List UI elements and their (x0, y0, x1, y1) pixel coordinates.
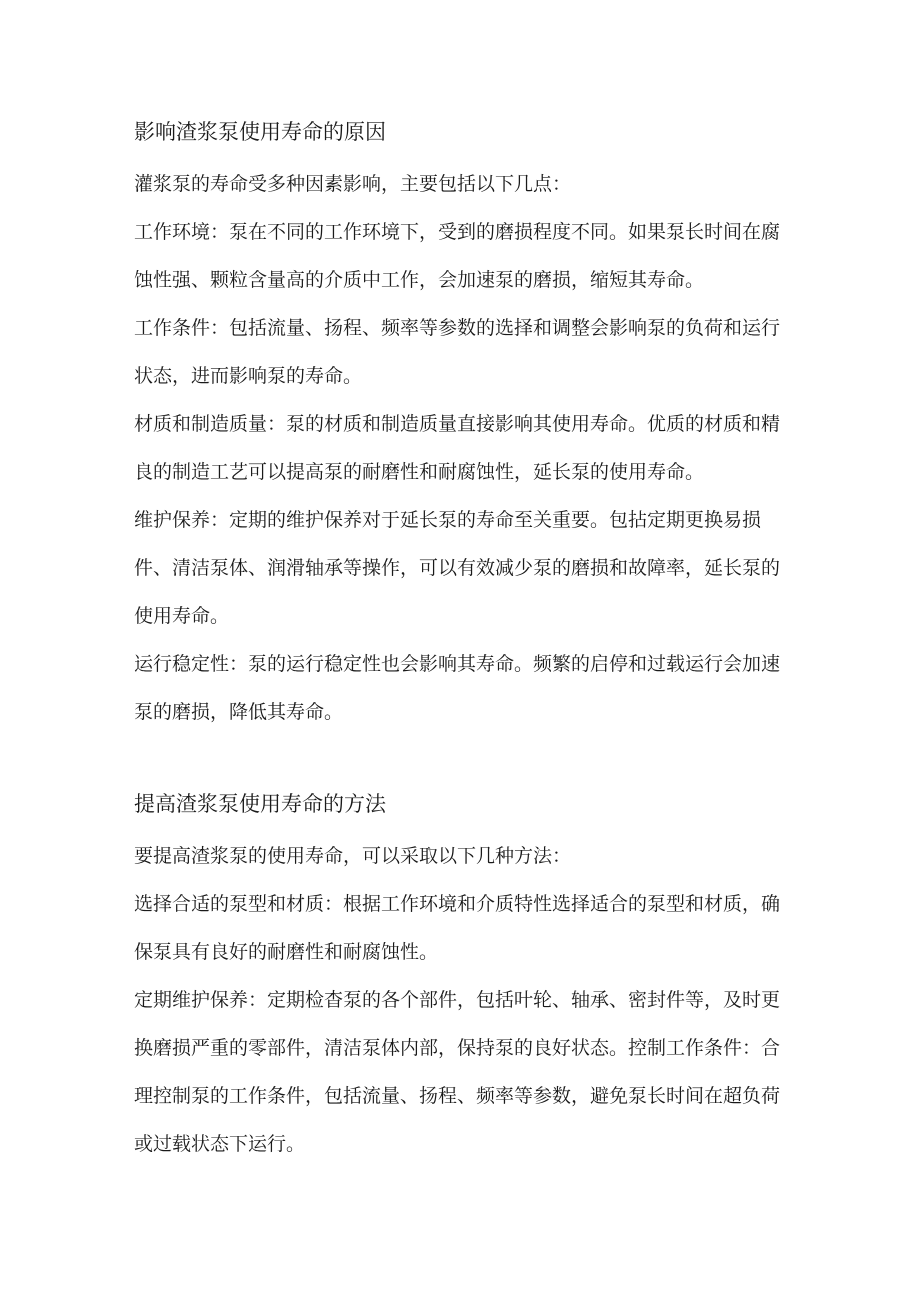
section-title-causes: 影响渣浆泵使用寿命的原因 (134, 120, 386, 144)
paragraph-work-environment: 工作环境：泵在不同的工作环境下，受到的磨损程度不同。如果泵长时间在腐蚀性强、颗粒含量高的介质中工作，会加速泵的磨损，缩短其寿命。 (134, 221, 781, 291)
paragraph-select-pump-material: 选择合适的泵型和材质：根据工作环境和介质特性选择适合的泵型和材质，确保泵具有良好的耐磨性和耐腐蚀性。 (134, 893, 781, 963)
paragraph-regular-maintenance: 定期维护保养：定期检杳泵的各个部件，包括叶轮、轴承、密封件等，及时更换磨损严重的零部件，清洁泵体内部，保持泵的良好状态。控制工作条件：合理控制泵的工作条件，包括流量、扬程、频率等参数，避免泵长时间在超负荷或过载状态下运行。 (134, 989, 781, 1155)
paragraph-maintenance: 维护保养：定期的维护保养对于延长泵的寿命至关重要。包拈定期更换易损件、清洁泵体、润滑轴承等操作，可以有效减少泵的磨损和故障率，延长泵的使用寿命。 (134, 509, 781, 627)
paragraph-work-conditions: 工作条件：包括流量、扬程、频率等参数的选择和调整会影响泵的负荷和运行状态，进而影响泵的寿命。 (134, 317, 781, 387)
paragraph-operating-stability: 运行稳定性：泵的运行稳定性也会影响其寿命。频繁的启停和过载运行会加速泵的磨损，降低其寿命。 (134, 653, 781, 723)
intro-paragraph-causes: 灌浆泵的寿命受多种因素影响，主要包括以下几点： (134, 173, 572, 195)
document-page (134, 114, 794, 1168)
paragraph-material-quality: 材质和制造质量：泵的材质和制造质量直接影响其使用寿命。优质的材质和精良的制造工艺可以提高泵的耐磨性和耐腐蚀性，延长泵的使用寿命。 (134, 413, 781, 483)
intro-paragraph-methods: 要提高渣浆泵的使用寿命，可以采取以下几种方法： (134, 845, 572, 867)
section-title-methods: 提高渣浆泵使用寿命的方法 (134, 792, 386, 816)
section-spacer (134, 736, 794, 786)
